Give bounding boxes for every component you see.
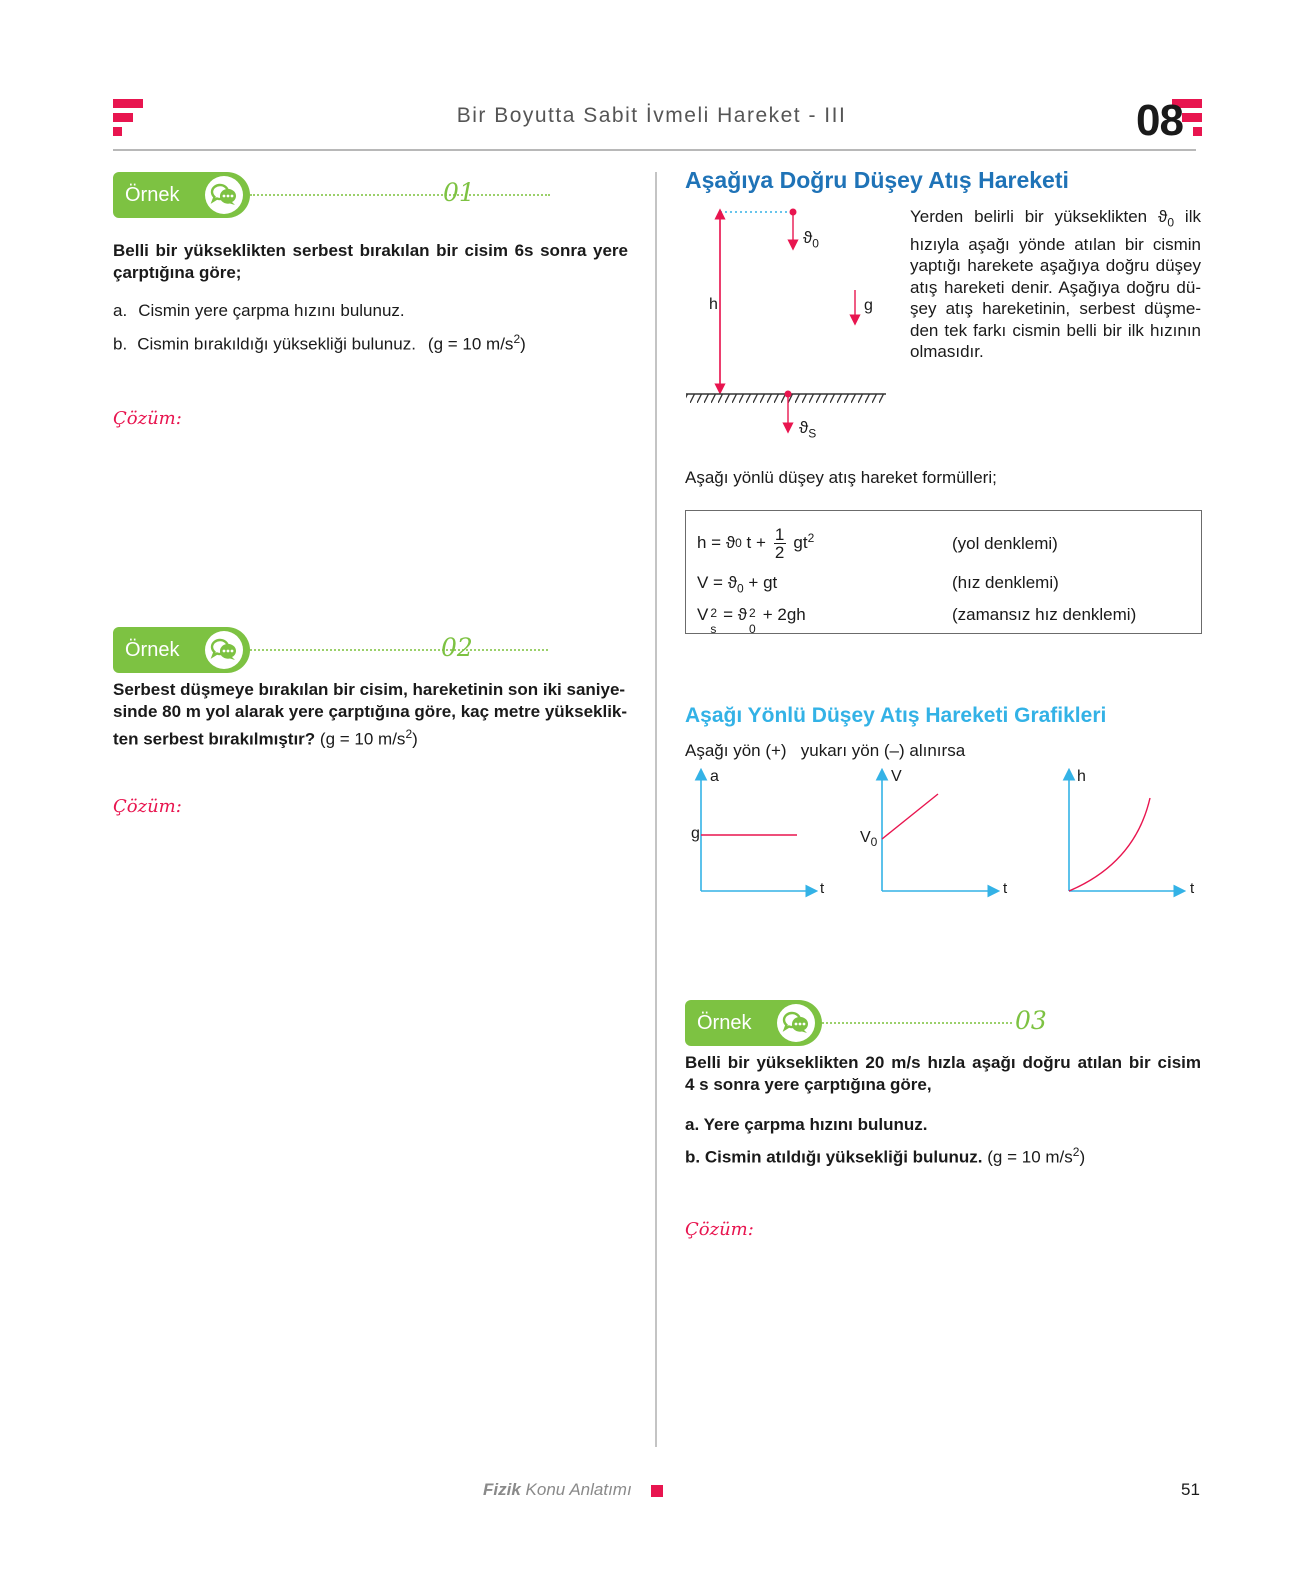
solution-label-03: Çözüm: (685, 1219, 754, 1240)
speech-bubbles-icon (204, 630, 244, 670)
section-heading-downward-throw: Aşağıya Doğru Düşey Atış Hareketi (685, 167, 1069, 193)
example-label: Örnek (125, 639, 180, 661)
graphs-subtitle: Aşağı yön (+) yukarı yön (–) alınırsa (685, 741, 966, 760)
speech-bubbles-icon (776, 1003, 816, 1043)
example-label: Örnek (125, 184, 180, 206)
example-number: 02 (441, 633, 473, 662)
axis-label-g: g (691, 825, 700, 842)
example-badge-01 (113, 172, 475, 218)
solution-label-02: Çözüm: (113, 796, 182, 817)
formula-timeless: V 2 s = ϑ 2 0 + 2gh (697, 605, 806, 636)
formula-velocity: $V = ϑ_0$ + gt (697, 573, 778, 596)
axis-label-h: h (1077, 768, 1086, 785)
velocity-line (882, 794, 938, 839)
example-01-part-b: b. Cismin bırakıldığı yüksekliği bulunuz. (g = 10 $m/s^2$) (113, 332, 526, 354)
v0-label: $ϑ_0$ (803, 228, 819, 251)
axis-label-t1: t (820, 880, 825, 897)
example-badge-03 (685, 1000, 1047, 1046)
formula-displacement-desc: (yol denklemi) (952, 534, 1058, 553)
formula-timeless-desc: (zamansız hız denklemi) (952, 605, 1137, 624)
example-label: Örnek (697, 1012, 752, 1034)
example-01-part-a: a. Cismin yere çarpma hızını bulunuz. (113, 301, 405, 320)
speech-bubbles-icon (204, 175, 244, 215)
velocity-time-graph (882, 771, 997, 891)
example-03-part-b: b. Cismin atıldığı yüksekliği bulunuz. (g = 10 $m/s^2$) (685, 1145, 1086, 1167)
footer-square-icon (651, 1485, 663, 1497)
axis-label-v0: $V_0$ (860, 829, 878, 850)
graphs-panel (680, 765, 1205, 905)
example-number: 03 (1015, 1006, 1047, 1035)
footer-book-title: Fizik Konu Anlatımı (483, 1480, 632, 1499)
section-heading-graphs: Aşağı Yönlü Düşey Atış Hareketi Grafikleri (685, 704, 1107, 727)
formula-velocity-desc: (hız denklemi) (952, 573, 1059, 592)
gravity-label: g (864, 297, 873, 314)
formulas-intro: Aşağı yönlü düşey atış hareket formülleri; (685, 468, 997, 487)
vs-label: $ϑ_S$ (799, 418, 817, 441)
example-number: 01 (443, 178, 475, 207)
column-divider (655, 172, 657, 1447)
axis-label-v: V (891, 768, 902, 785)
downward-throw-diagram (683, 203, 893, 443)
example-03-question: Belli bir yükseklikten 20 m/s hızla aşağı doğru atılan bir cisim 4 s sonra yere çarptığına göre, (685, 1053, 1201, 1094)
chapter-number: 08 (1136, 96, 1183, 145)
example-02-question: Serbest düşmeye bırakılan bir cisim, hareketinin son iki saniye- sinde 80 m yol alarak yere çarptığına göre, kaç metre yükseklik- ten serbest bırakılmıştır? (g = 10 $m/s^2$) (113, 680, 628, 749)
acceleration-time-graph (701, 771, 815, 891)
height-label: h (709, 296, 718, 313)
page-header-title: Bir Boyutta Sabit İvmeli Hareket - III (456, 104, 847, 127)
section-description: Yerden belirli bir yükseklikten $ϑ_0$ ilk hızıyla aşağı yönde atılan bir cismin yaptığı harekete aşağıya doğru düşey atış hareketi denir. Aşağıya doğru dü-şey atış hareketinin, serbest düşme-den tek farkı cismin belli bir ilk hızının olmasıdır. (910, 207, 1201, 362)
height-curve (1069, 798, 1150, 891)
solution-label-01: Çözüm: (113, 408, 182, 429)
height-time-graph (1069, 771, 1183, 891)
example-01-question: Belli bir yükseklikten serbest bırakılan bir cisim 6s sonra yere çarptığına göre; (113, 241, 628, 282)
axis-label-t2: t (1003, 880, 1008, 897)
header-divider (113, 149, 1196, 151)
page-number: 51 (1181, 1480, 1200, 1499)
example-03-part-a: a. Yere çarpma hızını bulunuz. (685, 1115, 928, 1134)
axis-label-t3: t (1190, 880, 1195, 897)
example-badge-02 (113, 627, 473, 673)
axis-label-a: a (710, 768, 719, 785)
formula-box (685, 510, 1202, 634)
formula-displacement: h = ϑ 0 t + 1 2 gt $^2$ (697, 524, 815, 562)
